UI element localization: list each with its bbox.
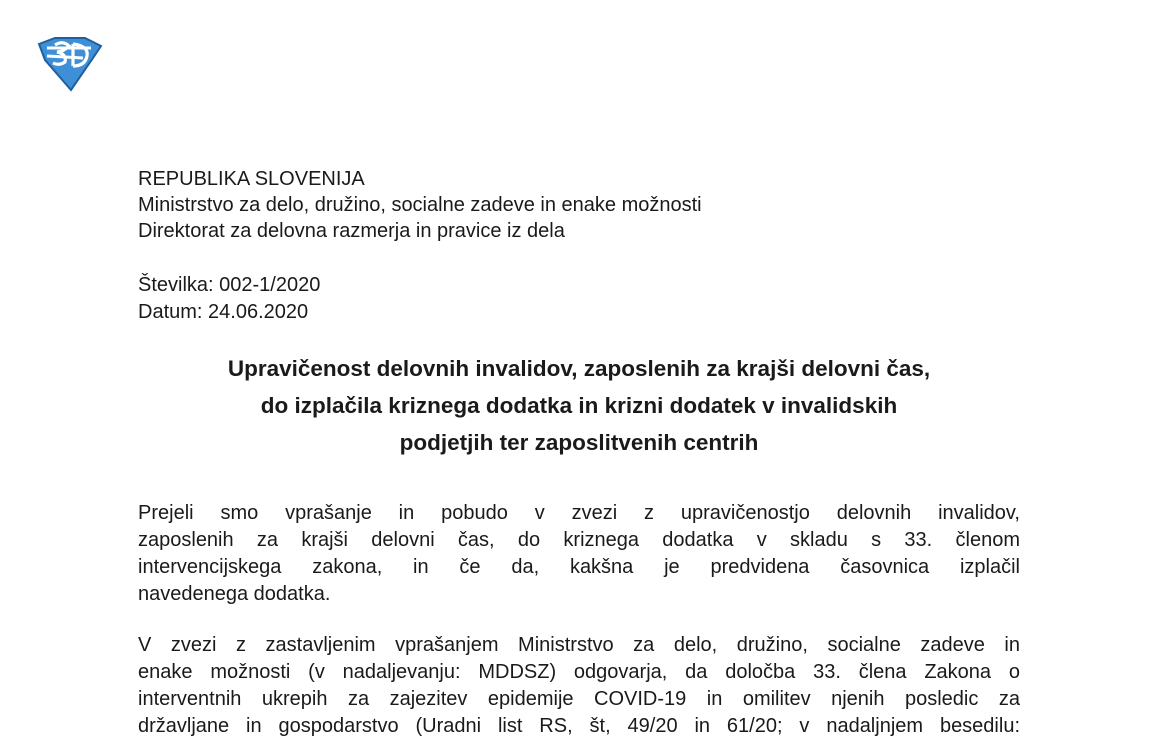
document-number: Številka: 002-1/2020 [138, 274, 321, 296]
body-paragraph-2 [138, 632, 1020, 740]
document-date: Datum: 24.06.2020 [138, 301, 309, 323]
body-paragraph-1 [138, 500, 1020, 608]
letter-header [138, 166, 702, 244]
directorate-name: Direktorat za delovna razmerja in pravice iz dela [138, 220, 565, 242]
paragraph-line: Prejeli smo vprašanje in pobudo v zvezi z upravičenostjo delovnih invalidov, [138, 502, 1020, 524]
paragraph-line: enake možnosti (v nadaljevanju: MDDSZ) odgovarja, da določba 33. člena Zakona o [138, 661, 1020, 683]
ministry-emblem-icon [33, 36, 105, 92]
ministry-name: Ministrstvo za delo, družino, socialne zadeve in enake možnosti [138, 194, 702, 216]
paragraph-line: interventnih ukrepih za zajezitev epidemije COVID-19 in omilitev njenih posledic za [138, 688, 1020, 710]
paragraph-line: navedenega dodatka. [138, 583, 331, 605]
title-line: Upravičenost delovnih invalidov, zaposlenih za krajši delovni čas, [227, 356, 931, 381]
paragraph-line: zaposlenih za krajši delovni čas, do kriznega dodatka v skladu s 33. členom [138, 529, 1020, 551]
title-line: do izplačila kriznega dodatka in krizni dodatek v invalidskih [260, 393, 898, 418]
ministry-logo [33, 36, 105, 92]
document-title [138, 350, 1020, 461]
country-name: REPUBLIKA SLOVENIJA [138, 168, 365, 190]
paragraph-line: državljane in gospodarstvo (Uradni list RS, št, 49/20 in 61/20; v nadaljnjem besedilu: [138, 715, 1020, 737]
paragraph-line: V zvezi z zastavljenim vprašanjem Ministrstvo za delo, družino, socialne zadeve in [138, 634, 1020, 656]
document-meta [138, 272, 320, 326]
title-line: podjetjih ter zaposlitvenih centrih [399, 430, 759, 455]
paragraph-line: intervencijskega zakona, in če da, kakšna je predvidena časovnica izplačil [138, 556, 1020, 578]
